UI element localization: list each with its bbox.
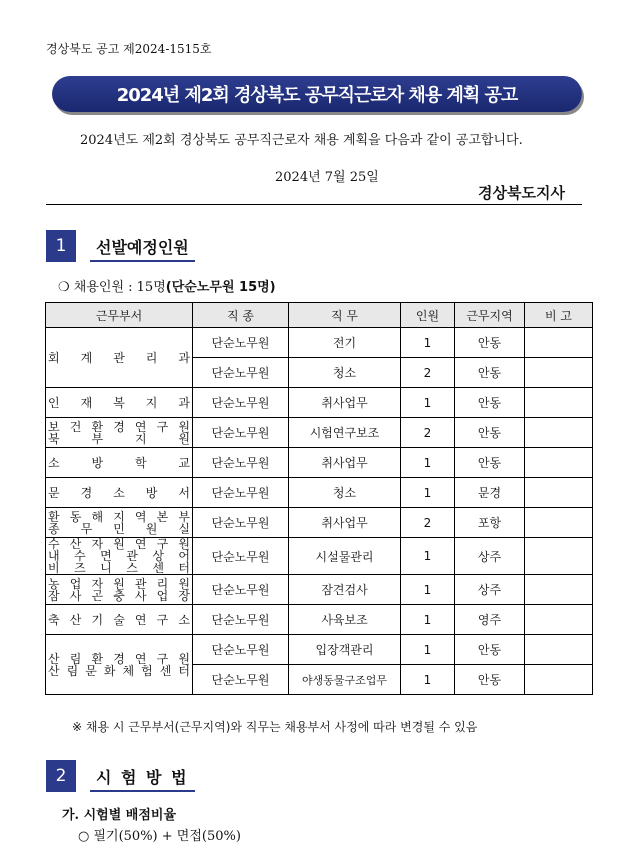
count-cell: 1 [401,605,455,635]
dept-cell [46,575,193,605]
job-type-cell: 단순노무원 [193,665,289,695]
header-remarks: 비 고 [525,303,593,328]
header-dept: 근무부서 [46,303,193,328]
job-type-cell: 단순노무원 [193,635,289,665]
dept-cell [46,328,193,388]
count-cell: 2 [401,418,455,448]
job-type-cell: 단순노무원 [193,605,289,635]
divider [46,204,582,205]
dept-name-line: 농 업 자 원 관 리 원 [48,576,190,591]
section-1-number: 1 [46,230,76,262]
count-cell: 1 [401,665,455,695]
dept-name-line: 산 림 환 경 연 구 원 [48,651,190,666]
dept-name-line: 내 수 면 관 상 어 [48,549,190,563]
page-title: 2024년 제2회 경상북도 공무직근로자 채용 계획 공고 [52,76,582,112]
location-cell: 안동 [455,635,525,665]
table-row [46,605,593,635]
intro-text: 2024년도 제2회 경상북도 공무직근로자 채용 계획을 다음과 같이 공고합니다. [80,133,523,148]
dept-name-line: 축 산 기 술 연 구 소 [48,612,190,627]
dept-cell [46,538,193,575]
location-cell: 안동 [455,328,525,358]
table-header-row [46,303,593,328]
recruitment-table [45,302,593,695]
job-type-cell: 단순노무원 [193,448,289,478]
duty-cell: 시험연구보조 [289,418,401,448]
dept-name-line: 환 동 해 지 역 본 부 [48,509,190,524]
dept-name-line: 수 산 자 원 연 구 원 [48,537,190,551]
location-cell: 안동 [455,358,525,388]
section-2-title: 시 험 방 법 [90,765,195,792]
remarks-cell [525,605,593,635]
count-cell: 1 [401,328,455,358]
location-cell: 안동 [455,388,525,418]
count-cell: 1 [401,538,455,575]
remarks-cell [525,575,593,605]
dept-name-line: 잠 사 곤 충 사 업 장 [48,588,190,603]
job-type-cell: 단순노무원 [193,328,289,358]
location-cell: 안동 [455,665,525,695]
exam-ratio: ○ 필기(50%) + 면접(50%) [78,829,241,844]
remarks-cell [525,358,593,388]
dept-name-line: 보 건 환 경 연 구 원 [48,419,190,434]
remarks-cell [525,418,593,448]
table-row [46,635,593,665]
job-type-cell: 단순노무원 [193,418,289,448]
section-2-number: 2 [46,760,76,792]
exam-subheading: 가. 시험별 배점비율 [62,808,177,823]
count-cell: 1 [401,575,455,605]
header-location: 근무지역 [455,303,525,328]
count-cell: 2 [401,508,455,538]
dept-name-line: 비 즈 니 스 센 터 [48,561,190,575]
location-cell: 문경 [455,478,525,508]
table-row [46,575,593,605]
location-cell: 포항 [455,508,525,538]
table-row [46,448,593,478]
table-row [46,328,593,358]
table-row [46,418,593,448]
section-1-title: 선발예정인원 [90,235,195,262]
remarks-cell [525,508,593,538]
remarks-cell [525,635,593,665]
duty-cell: 청소 [289,358,401,388]
duty-cell: 잠견검사 [289,575,401,605]
section-2-heading [46,760,195,792]
table-row [46,388,593,418]
notice-number: 경상북도 공고 제2024-1515호 [46,42,212,56]
notice-date: 2024년 7월 25일 [275,170,379,185]
header-duty: 직 무 [289,303,401,328]
duty-cell: 입장객관리 [289,635,401,665]
count-cell: 2 [401,358,455,388]
dept-name-line: 북 부 지 원 [48,431,190,446]
duty-cell: 취사업무 [289,448,401,478]
count-cell: 1 [401,478,455,508]
count-cell: 1 [401,635,455,665]
hire-count [58,276,276,295]
header-job-type: 직 종 [193,303,289,328]
table-row [46,508,593,538]
dept-cell [46,635,193,695]
hire-count-detail: (단순노무원 15명) [165,280,276,295]
remarks-cell [525,665,593,695]
duty-cell: 야생동물구조업무 [289,665,401,695]
dept-cell [46,508,193,538]
dept-cell [46,478,193,508]
issuer: 경상북도지사 [478,184,565,202]
location-cell: 안동 [455,448,525,478]
table-note: ※ 채용 시 근무부서(근무지역)와 직무는 채용부서 사정에 따라 변경될 수 있음 [72,720,478,734]
job-type-cell: 단순노무원 [193,358,289,388]
duty-cell: 취사업무 [289,508,401,538]
count-cell: 1 [401,448,455,478]
job-type-cell: 단순노무원 [193,478,289,508]
header-count: 인원 [401,303,455,328]
dept-cell [46,448,193,478]
location-cell: 상주 [455,575,525,605]
duty-cell: 전기 [289,328,401,358]
duty-cell: 취사업무 [289,388,401,418]
job-type-cell: 단순노무원 [193,508,289,538]
location-cell: 상주 [455,538,525,575]
duty-cell: 사육보조 [289,605,401,635]
dept-name-line: 종 무 민 원 실 [48,521,190,536]
remarks-cell [525,388,593,418]
table-row [46,478,593,508]
job-type-cell: 단순노무원 [193,575,289,605]
dept-cell [46,418,193,448]
duty-cell: 청소 [289,478,401,508]
count-cell: 1 [401,388,455,418]
dept-name-line: 문 경 소 방 서 [48,485,190,500]
location-cell: 영주 [455,605,525,635]
dept-name-line: 산 림 문 화 체 험 센 터 [48,663,190,678]
dept-name-line: 회 계 관 리 과 [48,350,190,365]
dept-name-line: 인 재 복 지 과 [48,395,190,410]
job-type-cell: 단순노무원 [193,388,289,418]
remarks-cell [525,478,593,508]
dept-cell [46,388,193,418]
dept-cell [46,605,193,635]
remarks-cell [525,448,593,478]
hire-count-text: ❍ 채용인원 : 15명 [58,280,166,295]
section-1-heading [46,230,195,262]
remarks-cell [525,538,593,575]
location-cell: 안동 [455,418,525,448]
job-type-cell: 단순노무원 [193,538,289,575]
dept-name-line: 소 방 학 교 [48,455,190,470]
remarks-cell [525,328,593,358]
table-row [46,538,593,575]
duty-cell: 시설물관리 [289,538,401,575]
